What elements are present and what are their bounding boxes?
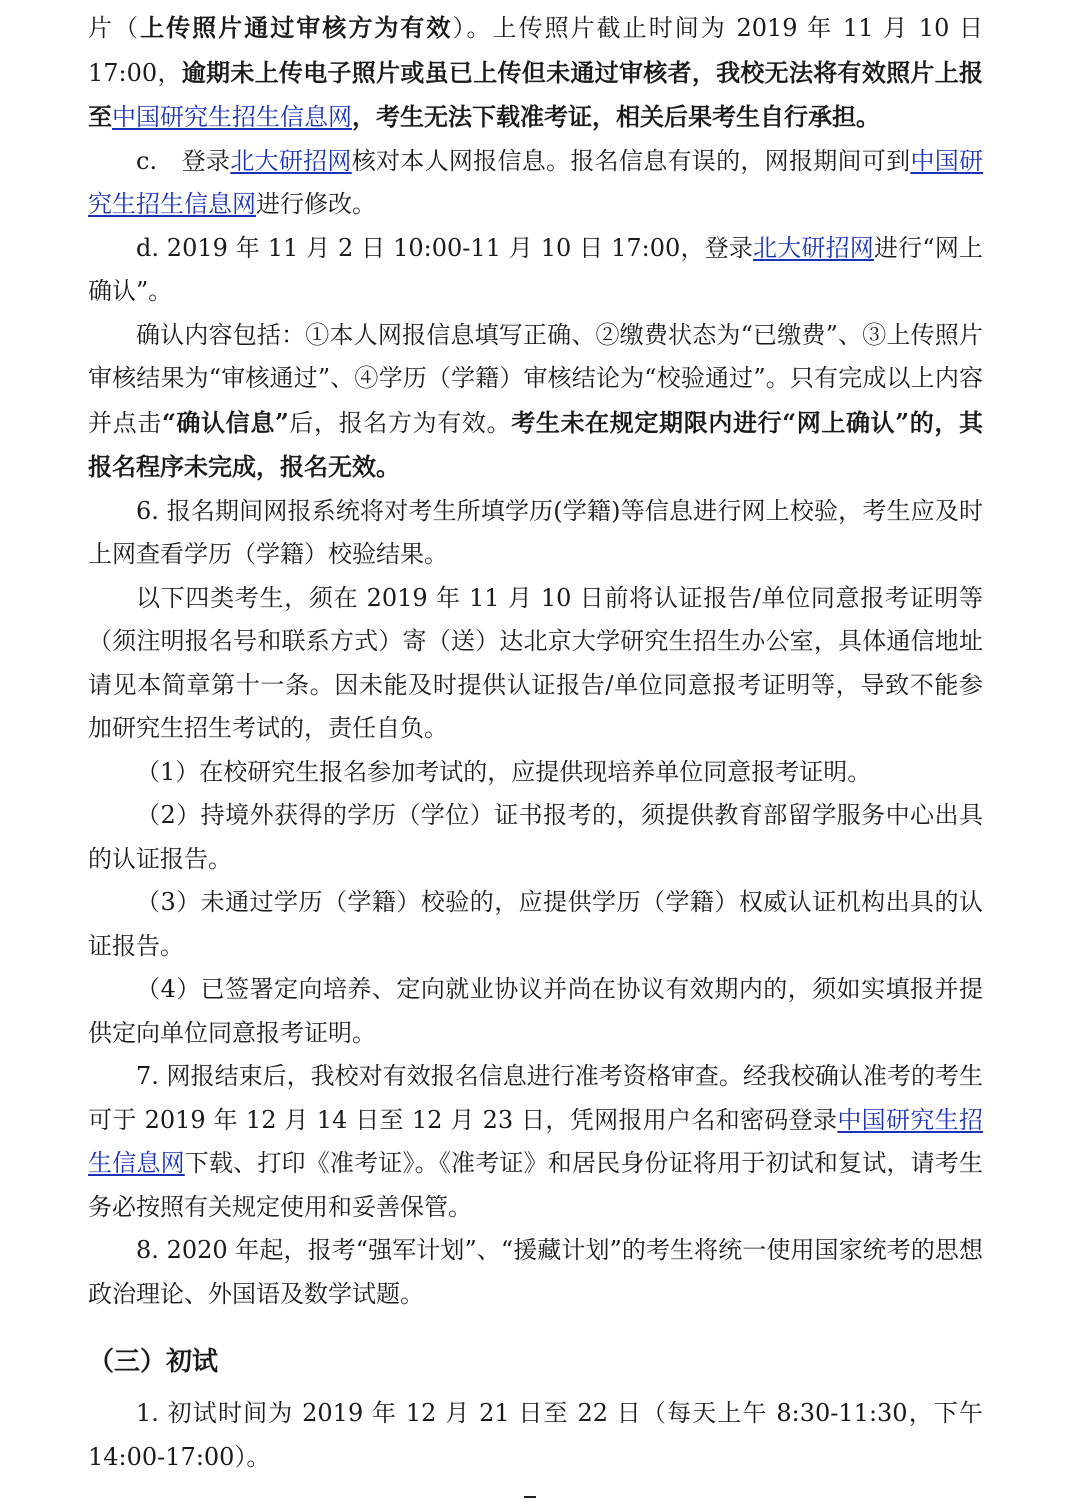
paragraph-6-four-types: 以下四类考生，须在 2019 年 11 月 10 日前将认证报告/单位同意报考证明等（须注明报名号和联系方式）寄（送）达北京大学研究生招生办公室，具体通信地址请见本简章第十一条。因未能及时提供认证报告/单位同意报考证明等，导致不能参加研究生招生考试的，责任自负。 (88, 583, 983, 742)
link-pku-yz[interactable]: 北大研招网 (753, 233, 874, 262)
paragraph-photo-upload: 片（上传照片通过审核方为有效）。上传照片截止时间为 2019 年 11 月 10 日 17:00，逾期未上传电子照片或虽已上传但未通过审核者，我校无法将有效照片上报至中国研究生招生信息网，考生无法下载准考证，相关后果考生自行承担。 (88, 13, 984, 131)
link-chsi[interactable]: 中国研究生招生信息网 (88, 1105, 983, 1177)
paragraph-initial-exam-time: 1. 初试时间为 2019 年 12 月 21 日至 22 日（每天上午 8:30-11:30，下午 14:00-17:00）。 (88, 1399, 983, 1471)
paragraph-8: 8. 2020 年起，报考“强军计划”、“援藏计划”的考生将统一使用国家统考的思想政治理论、外国语及数学试题。 (88, 1236, 983, 1308)
paragraph-confirm-content: 确认内容包括：①本人网报信息填写正确、②缴费状态为“已缴费”、③上传照片审核结果为“审核通过”、④学历（学籍）审核结论为“校验通过”。只有完成以上内容并点击“确认信息”后，报名方为有效。考生未在规定期限内进行“网上确认”的，其报名程序未完成，报名无效。 (88, 320, 984, 481)
section-title-initial-exam: （三）初试 (88, 1347, 219, 1377)
page-number-mark (524, 1496, 536, 1498)
list-item-2: （2）持境外获得的学历（学位）证书报考的，须提供教育部留学服务中心出具的认证报告。 (88, 801, 983, 873)
paragraph-7: 7. 网报结束后，我校对有效报名信息进行准考资格审查。经我校确认准考的考生可于 2019 年 12 月 14 日至 12 月 23 日，凭网报用户名和密码登录中国研究生招生信息网下载、打印《准考证》。《准考证》和居民身份证将用于初试和复试，请考生务必按照有关规定使用和妥善保管。 (88, 1062, 984, 1221)
paragraph-6: 6. 报名期间网报系统将对考生所填学历(学籍)等信息进行网上校验，考生应及时上网查看学历（学籍）校验结果。 (88, 496, 983, 568)
list-item-4: （4）已签署定向培养、定向就业协议并尚在协议有效期内的，须如实填报并提供定向单位同意报考证明。 (88, 975, 983, 1047)
list-item-3: （3）未通过学历（学籍）校验的，应提供学历（学籍）权威认证机构出具的认证报告。 (88, 888, 983, 960)
link-pku-yz[interactable]: 北大研招网 (230, 146, 352, 175)
link-chsi[interactable]: 中国研究生招生信息网 (112, 103, 352, 131)
paragraph-c: c. 登录北大研招网核对本人网报信息。报名信息有误的，网报期间可到中国研究生招生信息网进行修改。 (88, 146, 984, 218)
paragraph-d: d. 2019 年 11 月 2 日 10:00-11 月 10 日 17:00，登录北大研招网进行“网上确认”。 (88, 233, 983, 305)
document-page (88, 6, 983, 1479)
link-chsi[interactable]: 中国研究生招生信息网 (88, 146, 984, 218)
list-item-1: （1）在校研究生报名参加考试的，应提供现培养单位同意报考证明。 (136, 757, 872, 786)
